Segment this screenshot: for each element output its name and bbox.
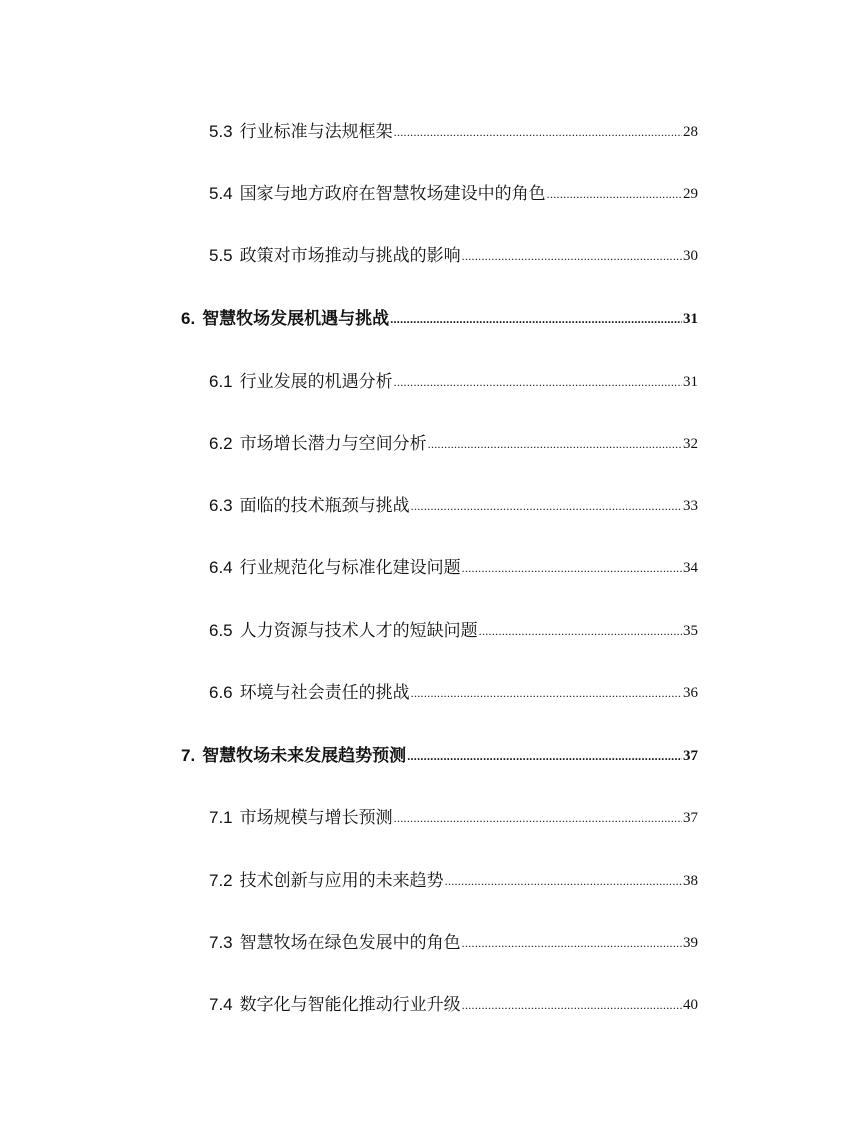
toc-title: 行业规范化与标准化建设问题 xyxy=(239,558,461,577)
dot-leader xyxy=(394,812,682,824)
dot-leader xyxy=(411,500,682,512)
dot-leader xyxy=(462,562,682,574)
toc-entry-5-4[interactable] xyxy=(209,178,698,204)
dot-leader xyxy=(394,126,682,138)
toc-number: 6.5 xyxy=(209,621,233,640)
toc-page-number: 32 xyxy=(683,436,698,452)
dot-leader xyxy=(462,250,682,262)
toc-title: 面临的技术瓶颈与挑战 xyxy=(239,496,410,515)
toc-page-number: 38 xyxy=(683,873,698,889)
toc-title: 技术创新与应用的未来趋势 xyxy=(239,871,444,890)
toc-number: 6.1 xyxy=(209,372,233,391)
toc-page-number: 36 xyxy=(683,685,698,701)
toc-entry-6-4[interactable] xyxy=(209,552,698,578)
dot-leader xyxy=(390,313,682,325)
toc-page-number: 35 xyxy=(683,623,698,639)
toc-number: 6.6 xyxy=(209,683,233,702)
toc-entry-7-3[interactable] xyxy=(209,927,698,953)
toc-number: 6.2 xyxy=(209,434,233,453)
toc-entry-5-3[interactable] xyxy=(209,116,698,142)
toc-page-number: 37 xyxy=(683,810,698,826)
toc-title: 智慧牧场在绿色发展中的角色 xyxy=(239,933,461,952)
toc-entry-7-2[interactable] xyxy=(209,865,698,891)
toc-title: 智慧牧场发展机遇与挑战 xyxy=(202,309,390,328)
toc-entry-6-5[interactable] xyxy=(209,615,698,641)
dot-leader xyxy=(428,438,682,450)
toc-page-number: 39 xyxy=(683,935,698,951)
toc-entry-7-1[interactable] xyxy=(209,802,698,828)
toc-page-number: 29 xyxy=(683,186,698,202)
toc-title: 行业标准与法规框架 xyxy=(239,122,393,141)
toc-title: 国家与地方政府在智慧牧场建设中的角色 xyxy=(239,184,546,203)
toc-entry-6[interactable] xyxy=(181,303,698,329)
toc-title: 行业发展的机遇分析 xyxy=(239,372,393,391)
dot-leader xyxy=(547,188,682,200)
toc-page-number: 28 xyxy=(683,124,698,140)
toc-title: 政策对市场推动与挑战的影响 xyxy=(239,246,461,265)
toc-number: 6.3 xyxy=(209,496,233,515)
toc-title: 环境与社会责任的挑战 xyxy=(239,683,410,702)
toc-entry-7-4[interactable] xyxy=(209,989,698,1015)
toc-number: 7.3 xyxy=(209,933,233,952)
dot-leader xyxy=(407,750,682,762)
toc-title: 市场增长潜力与空间分析 xyxy=(239,434,427,453)
toc-page-number: 31 xyxy=(683,374,698,390)
dot-leader xyxy=(394,376,682,388)
toc-page-number: 37 xyxy=(683,748,698,764)
toc-entry-7[interactable] xyxy=(181,740,698,766)
dot-leader xyxy=(445,875,682,887)
toc-title: 市场规模与增长预测 xyxy=(239,808,393,827)
toc-page-number: 30 xyxy=(683,248,698,264)
toc-number: 7. xyxy=(181,746,196,765)
toc-number: 5.4 xyxy=(209,184,233,203)
toc-page-number: 33 xyxy=(683,498,698,514)
toc-entry-6-6[interactable] xyxy=(209,677,698,703)
toc-title: 数字化与智能化推动行业升级 xyxy=(239,995,461,1014)
dot-leader xyxy=(462,999,682,1011)
dot-leader xyxy=(479,625,682,637)
toc-page-number: 34 xyxy=(683,560,698,576)
toc-number: 7.1 xyxy=(209,808,233,827)
dot-leader xyxy=(462,937,682,949)
toc-entry-6-2[interactable] xyxy=(209,428,698,454)
toc-number: 5.3 xyxy=(209,122,233,141)
toc-title: 人力资源与技术人才的短缺问题 xyxy=(239,621,478,640)
toc-number: 7.4 xyxy=(209,995,233,1014)
toc-number: 6.4 xyxy=(209,558,233,577)
toc-entry-6-1[interactable] xyxy=(209,366,698,392)
toc-number: 7.2 xyxy=(209,871,233,890)
toc-number: 6. xyxy=(181,309,196,328)
toc-entry-6-3[interactable] xyxy=(209,490,698,516)
toc-entry-5-5[interactable] xyxy=(209,240,698,266)
toc-page-number: 31 xyxy=(683,311,698,327)
toc-number: 5.5 xyxy=(209,246,233,265)
dot-leader xyxy=(411,687,682,699)
toc-title: 智慧牧场未来发展趋势预测 xyxy=(202,746,407,765)
toc-page-number: 40 xyxy=(683,997,698,1013)
